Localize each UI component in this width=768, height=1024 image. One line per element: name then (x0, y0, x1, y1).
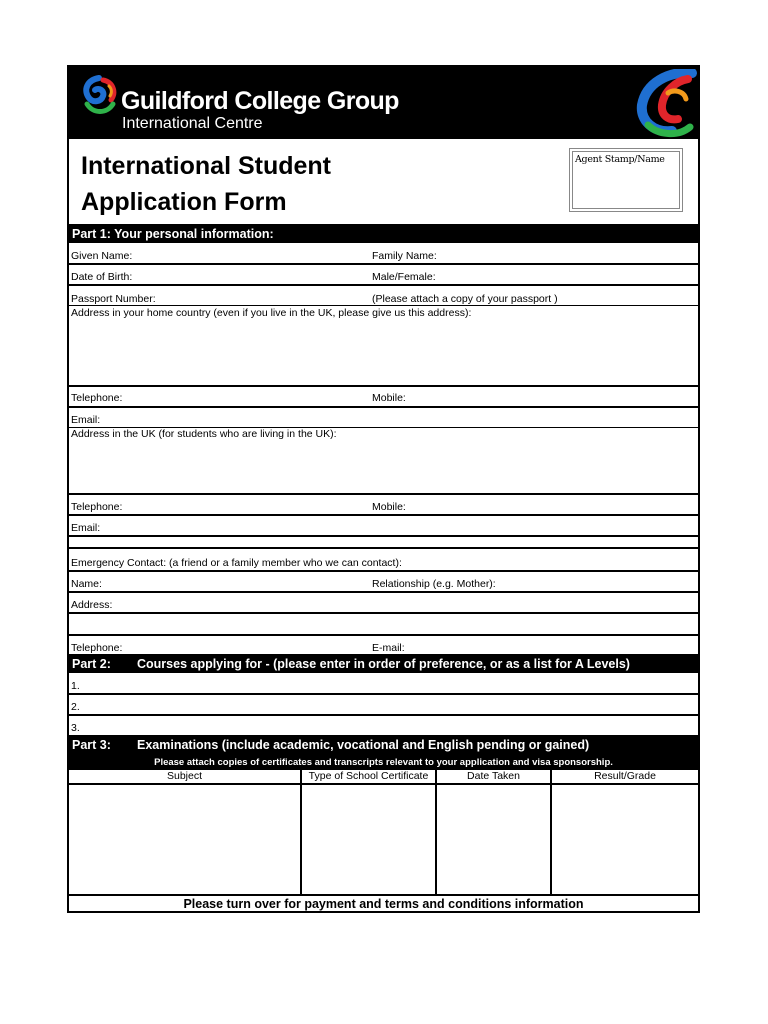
agent-stamp-box[interactable] (569, 148, 683, 212)
home-address-field[interactable]: Address in your home country (even if you live in the UK, please give us this address): (71, 307, 472, 319)
form-title-line2: Application Form (81, 188, 287, 216)
email-field[interactable]: Email: (71, 414, 101, 426)
column-divider (435, 770, 437, 894)
part1-heading: Part 1: Your personal information: (72, 227, 274, 241)
row-divider (69, 570, 698, 572)
emergency-address-field[interactable]: Address: (71, 599, 113, 611)
row-divider (69, 385, 698, 387)
row-divider (69, 634, 698, 636)
header-band (69, 67, 698, 139)
row-divider (69, 284, 698, 286)
brand-subtitle: International Centre (122, 115, 263, 132)
passport-note: (Please attach a copy of your passport ) (372, 293, 558, 305)
course-row-1[interactable]: 1. (71, 680, 80, 692)
result-grade-cell[interactable] (554, 786, 696, 892)
telephone-field[interactable]: Telephone: (71, 392, 123, 404)
table-bottom-border (69, 894, 698, 896)
part2-heading-bar (69, 654, 698, 673)
agent-stamp-inner (572, 151, 680, 209)
part3-note: Please attach copies of certificates and transcripts relevant to your application and visa sponsorship. (154, 757, 613, 768)
family-name-field[interactable]: Family Name: (372, 250, 437, 262)
gender-field[interactable]: Male/Female: (372, 271, 436, 283)
application-form-page (67, 65, 700, 913)
footer-note: Please turn over for payment and terms and conditions information (183, 897, 584, 911)
course-row-2[interactable]: 2. (71, 701, 80, 713)
column-header-certificate: Type of School Certificate (308, 770, 429, 782)
agent-stamp-label: Agent Stamp/Name (575, 154, 665, 165)
subject-cell[interactable] (71, 786, 298, 892)
part3-heading-bar (69, 735, 698, 770)
row-divider (69, 612, 698, 614)
given-name-field[interactable]: Given Name: (71, 250, 133, 262)
column-header-subject: Subject (166, 770, 203, 782)
column-divider (300, 770, 302, 894)
row-divider (69, 305, 698, 306)
row-divider (69, 535, 698, 537)
uk-mobile-field[interactable]: Mobile: (372, 501, 406, 513)
row-divider (69, 693, 698, 695)
row-divider (69, 493, 698, 495)
table-header-divider (69, 783, 698, 785)
decorative-swirl-icon (628, 69, 698, 139)
brand-name: Guildford College Group (121, 87, 399, 115)
uk-telephone-field[interactable]: Telephone: (71, 501, 123, 513)
column-divider (550, 770, 552, 894)
part2-label: Part 2: (72, 657, 111, 671)
row-divider (69, 406, 698, 408)
row-divider (69, 714, 698, 716)
form-title-line1: International Student (81, 152, 331, 180)
row-divider (69, 514, 698, 516)
course-row-3[interactable]: 3. (71, 722, 80, 734)
emergency-name-field[interactable]: Name: (71, 578, 102, 590)
uk-address-field[interactable]: Address in the UK (for students who are living in the UK): (71, 428, 337, 440)
part3-label: Part 3: (72, 738, 111, 752)
uk-email-field[interactable]: Email: (71, 522, 101, 534)
emergency-email-field[interactable]: E-mail: (372, 642, 405, 654)
part3-heading: Examinations (include academic, vocational and English pending or gained) (137, 738, 590, 752)
row-divider (69, 547, 698, 549)
passport-number-field[interactable]: Passport Number: (71, 293, 156, 305)
row-divider (69, 263, 698, 265)
emergency-contact-heading: Emergency Contact: (a friend or a family member who we can contact): (71, 557, 402, 569)
college-logo-icon (79, 74, 119, 118)
row-divider (69, 591, 698, 593)
column-header-date: Date Taken (467, 770, 520, 782)
certificate-cell[interactable] (304, 786, 433, 892)
part2-heading: Courses applying for - (please enter in order of preference, or as a list for A Levels) (137, 657, 630, 671)
date-of-birth-field[interactable]: Date of Birth: (71, 271, 133, 283)
emergency-telephone-field[interactable]: Telephone: (71, 642, 123, 654)
mobile-field[interactable]: Mobile: (372, 392, 406, 404)
relationship-field[interactable]: Relationship (e.g. Mother): (372, 578, 496, 590)
part1-heading-bar (69, 224, 698, 243)
date-taken-cell[interactable] (439, 786, 548, 892)
column-header-result: Result/Grade (594, 770, 656, 782)
